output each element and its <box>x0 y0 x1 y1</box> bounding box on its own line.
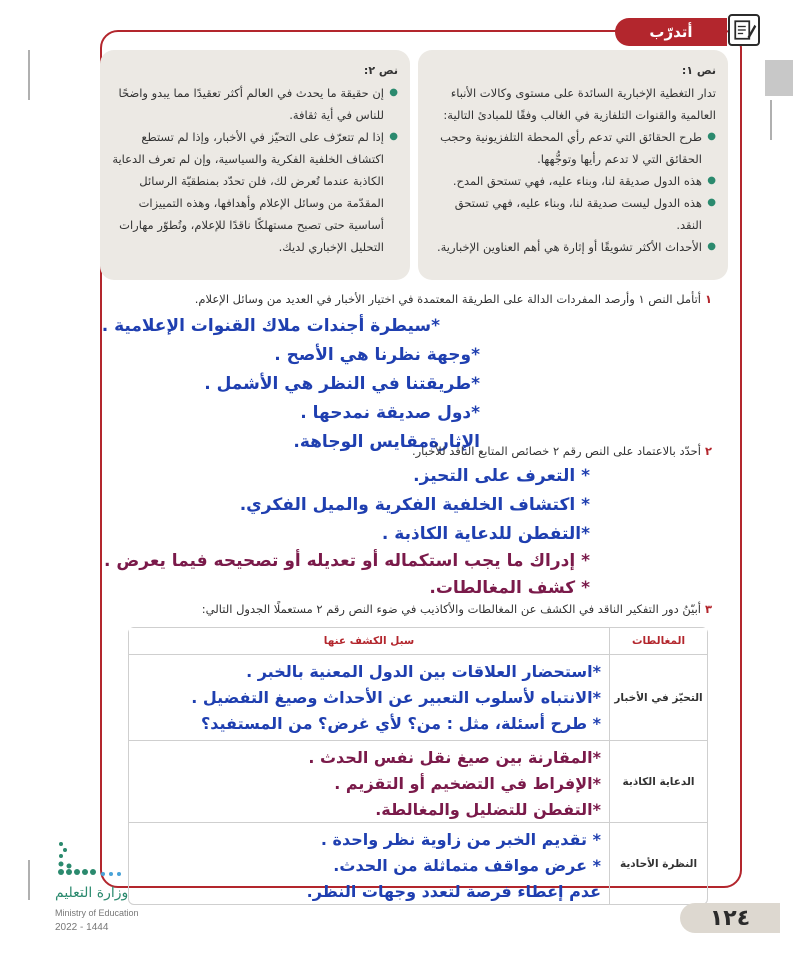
answer-line: * طرح أسئلة، مثل : من؟ لأي غرض؟ من المستفيد؟ <box>201 714 601 733</box>
question-number: ٣ <box>704 602 712 616</box>
table-header-detection: سبل الكشف عنها <box>323 635 415 647</box>
answer-line: *الانتباه لأسلوب التعبير عن الأحداث وصيغ التفضيل . <box>191 688 601 707</box>
margin-mark <box>770 100 772 140</box>
margin-mark <box>28 860 30 900</box>
table-header-fallacies: المغالطات <box>609 628 707 654</box>
ministry-logo-icon <box>55 838 135 882</box>
answer-line: * التعرف على التحيز. <box>413 466 590 486</box>
answer-line: *المقارنة بين صيغ نقل نفس الحدث . <box>308 748 601 767</box>
list-item: ● هذه الدول ليست صديقة لنا، وبناء عليه، فهي تستحق النقد. <box>430 192 716 236</box>
table-row <box>129 654 707 740</box>
table-row-label: الدعاية الكاذبة <box>609 741 707 822</box>
text-1-title: نص ١: <box>681 64 716 77</box>
question-2 <box>412 444 712 458</box>
table-row-label: النظرة الأحادية <box>609 823 707 904</box>
margin-mark <box>28 50 30 100</box>
table-row-label: التحيّز في الأخبار <box>609 655 707 740</box>
question-1 <box>195 292 712 306</box>
list-item: ● طرح الحقائق التي تدعم رأي المحطة التلفزيونية وحجب الحقائق التي لا تدعم رأيها وتوجُّهها. <box>430 126 716 170</box>
question-number: ٢ <box>704 444 712 458</box>
table-row <box>129 740 707 822</box>
answer-line: عدم إعطاء فرصة لتعدد وجهات النظر. <box>306 882 601 901</box>
table-row-answers <box>129 823 609 904</box>
text-2-title: نص ٢: <box>363 64 398 77</box>
list-item: ● إن حقيقة ما يحدث في العالم أكثر تعقيدًا مما يبدو واضحًا للناس في أية ثقافة. <box>112 82 398 126</box>
table-header-row <box>129 628 707 654</box>
fallacies-table <box>128 627 708 905</box>
answer-line: *التفطن للتضليل والمغالطة. <box>375 800 601 819</box>
question-text: أتأمل النص ١ وأرصد المفردات الدالة على الطريقة المعتمدة في اختيار الأخبار في العديد من وسائل الإعلام. <box>194 292 701 306</box>
answer-line: * اكتشاف الخلفية الفكرية والميل الفكري. <box>239 495 590 515</box>
answer-line: *وجهة نظرنا هي الأصح . <box>274 345 480 365</box>
answer-line: * إدراك ما يجب استكماله أو تعديله أو تصحيحه فيما يعرض . <box>104 551 590 571</box>
table-row-answers <box>129 655 609 740</box>
list-item: ● هذه الدول صديقة لنا، وبناء عليه، فهي تستحق المدح. <box>430 170 716 192</box>
margin-mark <box>765 60 793 96</box>
list-item: ● الأحداث الأكثر تشويقًا أو إثارة هي أهم العناوين الإخبارية. <box>430 236 716 258</box>
answer-line: *طريقتنا في النظر هي الأشمل . <box>204 374 480 394</box>
list-item: ● إذا لم تتعرّف على التحيّز في الأخبار، وإذا لم تستطع اكتشاف الخلفية الفكرية والسياسية، وإن لم تعرف الدعاية الكاذبة عندما تُعرض لك، فلن تحدّد بمنطقيّة الرسائل المقدّمة من وسائل الإعلام وأهدافها، وهذه التمييزات أساسية حتى تصبح مستهلكًا ناقدًا للإعلام، وتُطوّر مهارات التحليل الإخباري لديك. <box>112 126 398 258</box>
edition-year: 2022 - 1444 <box>55 922 109 933</box>
ministry-name-en: Ministry of Education <box>55 908 139 918</box>
answer-line: * تقديم الخبر من زاوية نظر واحدة . <box>320 830 601 849</box>
answer-line: *سيطرة أجندات ملاك القنوات الإعلامية . <box>101 316 440 336</box>
answer-line: *الإفراط في التضخيم أو التقزيم . <box>334 774 601 793</box>
answer-line: * عرض مواقف متماثلة من الحدث. <box>333 856 601 875</box>
answer-line: *التفطن للدعاية الكاذبة . <box>381 524 590 544</box>
answer-line: *استحضار العلاقات بين الدول المعنية بالخبر . <box>246 662 601 681</box>
question-text: أبيّنُ دور التفكير الناقد في الكشف عن المغالطات والأكاذيب في ضوء النص رقم ٢ مستعملًا الجدول التالي: <box>201 602 701 616</box>
text-1-box <box>418 50 728 280</box>
question-number: ١ <box>704 292 712 306</box>
text-2-box <box>100 50 410 280</box>
text-1-intro: تدار التغطية الإخبارية السائدة على مستوى وكالات الأنباء العالمية والقنوات التلفازية في الغالب وفقًا للمبادئ التالية: <box>443 86 716 122</box>
section-tab: أتدرّب <box>615 18 727 46</box>
question-text: أحدّد بالاعتماد على النص رقم ٢ خصائص المتابع الناقد للأخبار. <box>411 444 701 458</box>
answer-line: * كشف المغالطات. <box>429 578 590 598</box>
pencil-paper-icon <box>728 14 760 46</box>
table-row-answers <box>129 741 609 822</box>
answer-line: الإثارةمقايس الوجاهة. <box>293 432 480 452</box>
page-number: ١٢٤ <box>680 903 780 933</box>
ministry-name-ar: وزارة التعليم <box>55 885 129 901</box>
answer-line: *دول صديقة نمدحها . <box>300 403 480 423</box>
question-3 <box>202 602 712 616</box>
table-row <box>129 822 707 904</box>
